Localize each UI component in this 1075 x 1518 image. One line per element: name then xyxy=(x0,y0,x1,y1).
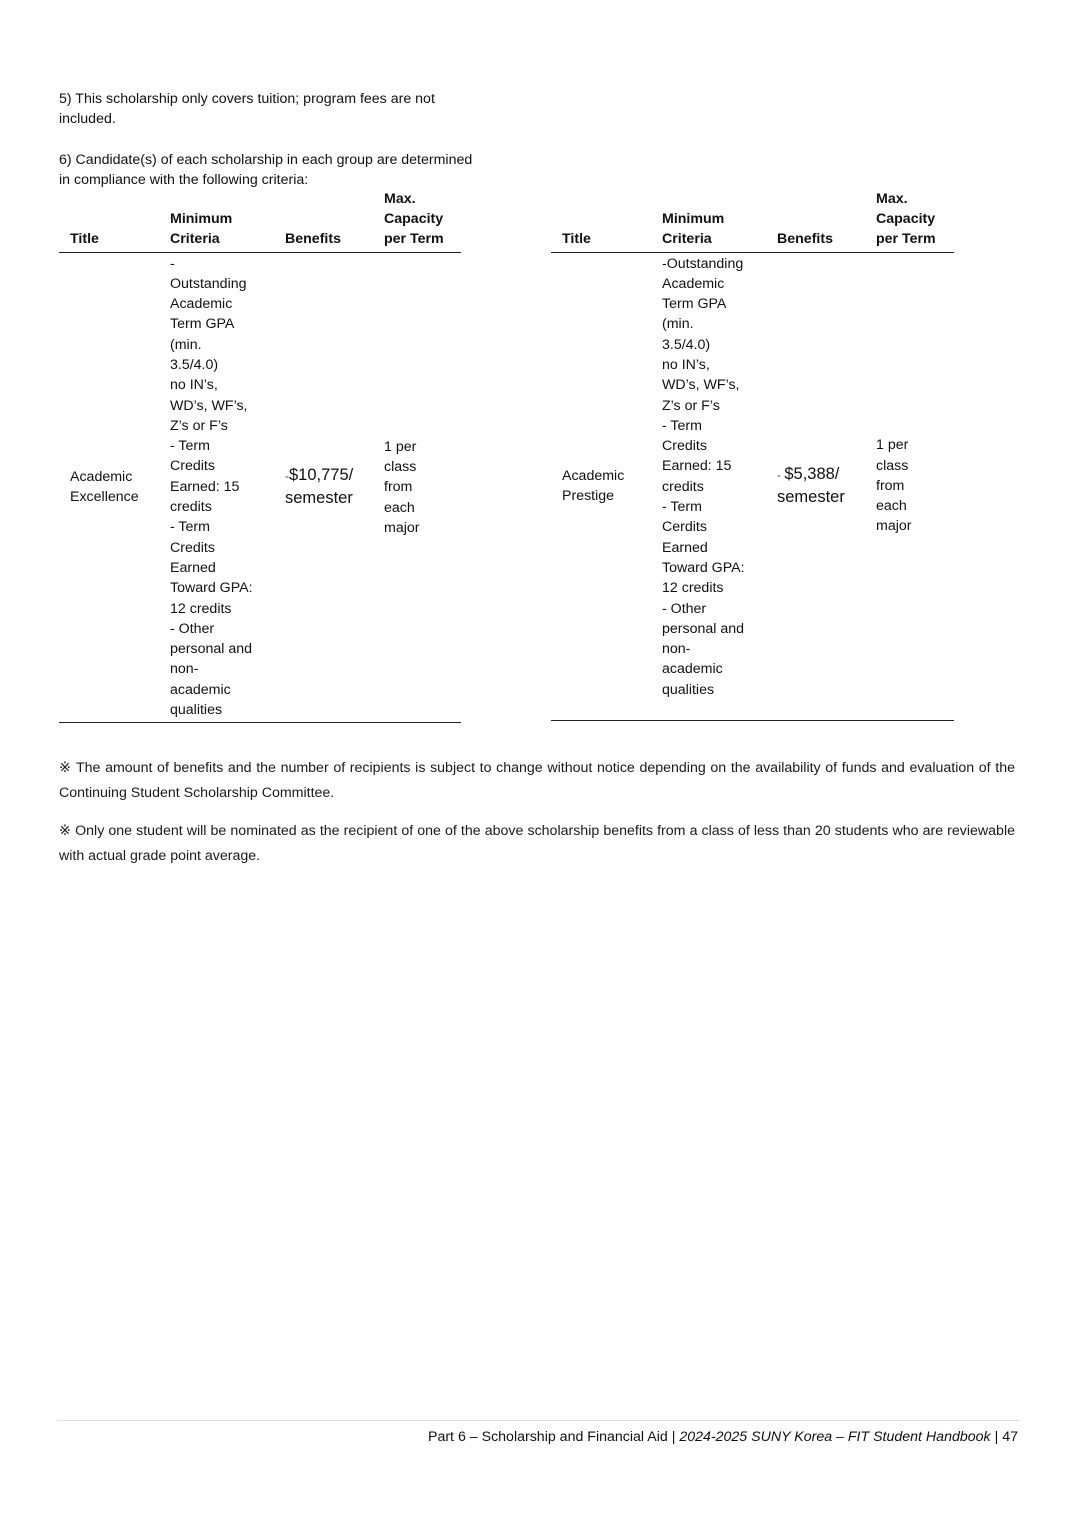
page-number: 47 xyxy=(1002,1429,1018,1445)
header-title: Title xyxy=(551,188,651,252)
header-max-capacity: Max. Capacity per Term xyxy=(865,188,954,252)
scholarship-criteria: - Outstanding Academic Term GPA (min. 3.5/4.0) no IN’s, WD’s, WF’s, Z’s or F’s - Term Credits Earned: 15 credits - Term Credits Earned Toward GPA: 12 credits - Other personal and non- academic qualities xyxy=(159,252,274,723)
notice-benefits-change: ※ The amount of benefits and the number of recipients is subject to change without notice depending on the availability of funds and evaluation of the Continuing Student Scholarship Committee. xyxy=(59,760,1015,801)
footer-divider xyxy=(57,1420,1019,1421)
header-minimum-criteria: Minimum Criteria xyxy=(651,188,766,252)
scholarship-title: Academic Prestige xyxy=(551,252,651,720)
header-max-capacity: Max. Capacity per Term xyxy=(373,188,461,252)
note-5: 5) This scholarship only covers tuition; program fees are not included. xyxy=(59,91,435,127)
header-minimum-criteria: Minimum Criteria xyxy=(159,188,274,252)
footer-separator: | xyxy=(994,1429,999,1445)
header-benefits: Benefits xyxy=(274,188,373,252)
footer-handbook-title: 2024-2025 SUNY Korea – FIT Student Handbook xyxy=(679,1429,991,1445)
scholarship-criteria: -Outstanding Academic Term GPA (min. 3.5/4.0) no IN’s, WD’s, WF’s, Z’s or F’s - Term Credits Earned: 15 credits - Term Cerdits Earned Toward GPA: 12 credits - Other personal and non- academic qualities xyxy=(651,252,766,720)
header-benefits: Benefits xyxy=(766,188,865,252)
scholarship-benefit: $5,388/ semester xyxy=(777,465,845,506)
scholarship-benefit-cell xyxy=(274,252,373,723)
benefit-dash: - xyxy=(285,469,289,484)
scholarship-table-excellence xyxy=(59,188,461,723)
scholarship-capacity: 1 per class from each major xyxy=(373,252,461,723)
table-row xyxy=(551,252,954,720)
footer-section: Part 6 – Scholarship and Financial Aid xyxy=(427,1429,668,1445)
scholarship-table-prestige xyxy=(551,188,954,721)
footer-separator: | xyxy=(671,1429,676,1445)
benefit-dash: - xyxy=(777,468,785,482)
scholarship-benefit-cell xyxy=(766,252,865,720)
scholarship-benefit: $10,775/ semester xyxy=(285,466,354,508)
header-title: Title xyxy=(59,188,159,252)
notice-nomination: ※ Only one student will be nominated as the recipient of one of the above scholarship benefits from a class of less than 20 students who are reviewable with actual grade point average. xyxy=(59,823,1015,864)
page-footer xyxy=(428,1427,1018,1447)
note-6: 6) Candidate(s) of each scholarship in each group are determined in compliance with the following criteria: xyxy=(59,152,473,188)
scholarship-capacity: 1 per class from each major xyxy=(865,252,954,720)
table-row xyxy=(59,252,461,723)
scholarship-title: Academic Excellence xyxy=(59,252,159,723)
